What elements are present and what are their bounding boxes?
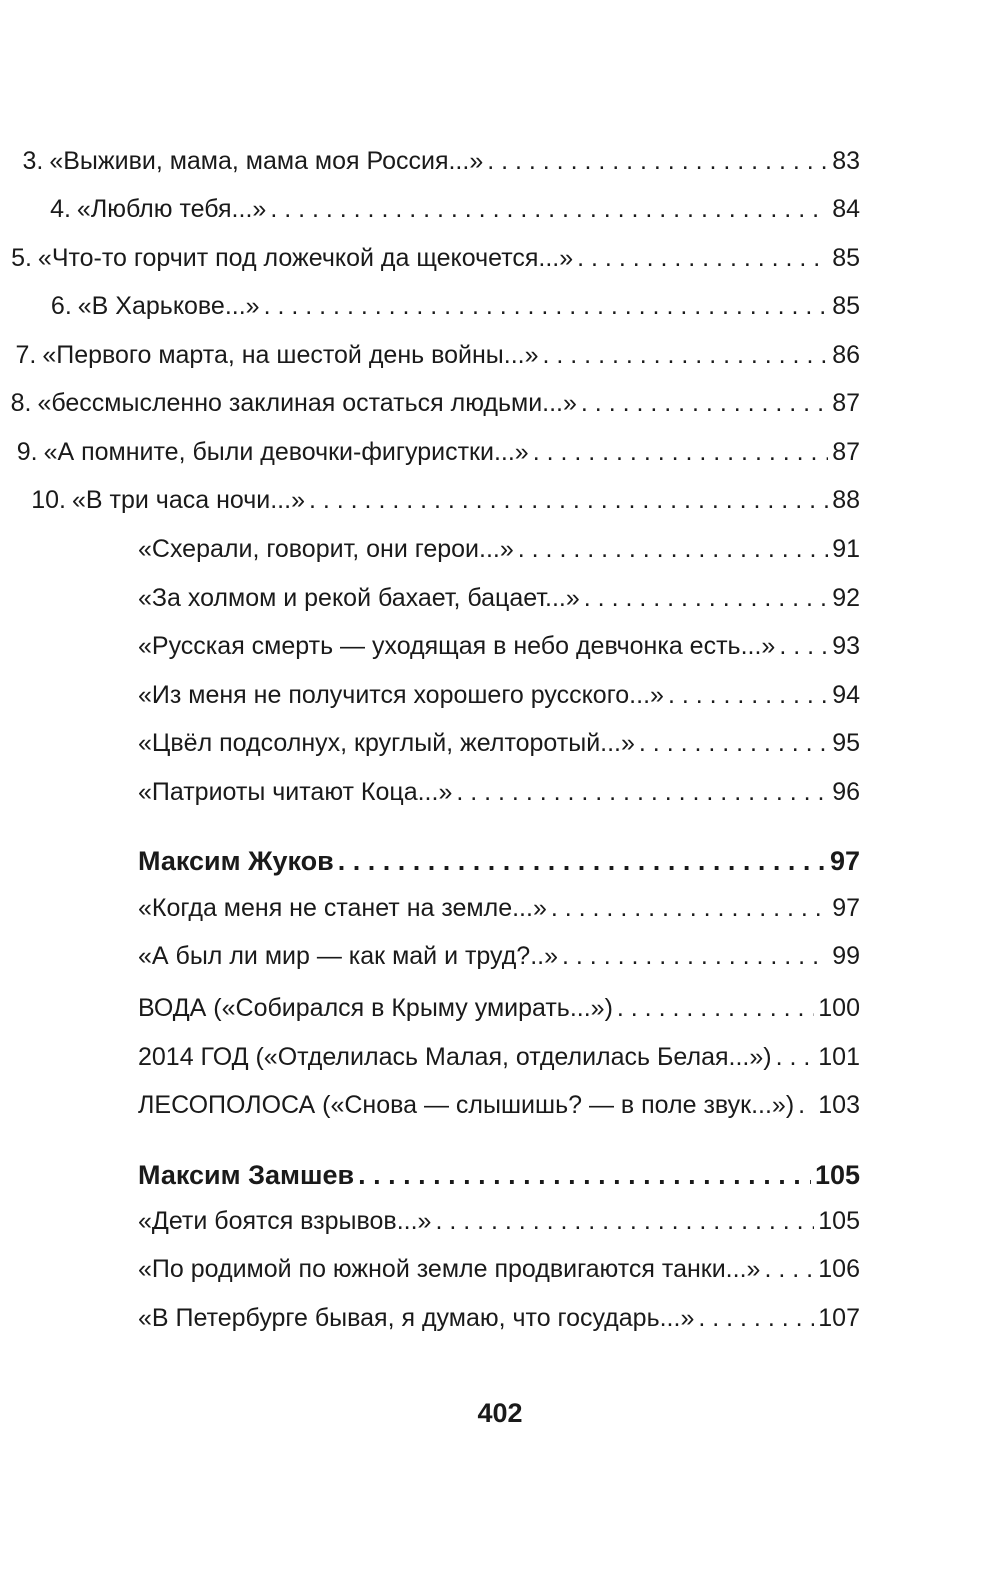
toc-dot-leader [639, 725, 828, 761]
toc-dot-leader [698, 1300, 814, 1336]
toc-author-heading [0, 843, 860, 879]
toc-entry-page: 83 [832, 147, 860, 175]
toc-entry-number: 5. [11, 244, 32, 272]
toc-entry [0, 628, 860, 664]
toc-entry [0, 143, 860, 179]
toc-dot-leader [358, 1157, 811, 1193]
toc-entry-title: «Выживи, мама, мама моя Россия...» [49, 147, 484, 175]
toc-entry-title: «В Петербурге бывая, я думаю, что государь...» [138, 1304, 695, 1332]
toc-entry [0, 774, 860, 810]
toc-entry-page: 100 [818, 994, 860, 1022]
toc-entry-title: ЛЕСОПОЛОСА («Снова — слышишь? — в поле звук...») [138, 1091, 795, 1119]
toc-dot-leader [779, 628, 828, 664]
toc-entry [0, 385, 860, 421]
toc-entry-page: 86 [832, 341, 860, 369]
toc-entry-page: 105 [818, 1207, 860, 1235]
toc-entry [0, 725, 860, 761]
toc-entry-page: 97 [832, 894, 860, 922]
toc-entry-page: 96 [832, 778, 860, 806]
page-number: 402 [477, 1398, 523, 1428]
toc-entry [0, 288, 860, 324]
toc-entry-title: ВОДА («Собирался в Крыму умирать...») [138, 994, 613, 1022]
toc-dot-leader [338, 843, 826, 879]
toc-entry-number: 3. [22, 147, 44, 175]
toc-entry [0, 337, 860, 373]
toc-entry-title: «В три часа ночи...» [72, 486, 305, 514]
toc-entry [0, 240, 860, 276]
toc-entry-page: 85 [832, 244, 860, 272]
toc-entry [0, 938, 860, 974]
toc-entry-title: «Из меня не получится хорошего русского...» [138, 681, 664, 709]
toc-dot-leader [764, 1251, 814, 1287]
toc-entry-title: «Первого марта, на шестой день войны...» [42, 341, 539, 369]
toc-entry-page: 106 [818, 1255, 860, 1283]
toc-entry [0, 434, 860, 470]
toc-entry [0, 1087, 860, 1123]
toc-entry [0, 1203, 860, 1239]
toc-dot-leader [551, 890, 828, 926]
toc-entry [0, 191, 860, 227]
toc-dot-leader [264, 288, 829, 324]
toc-entry-page: 97 [829, 846, 860, 876]
toc-entry-page: 87 [832, 438, 860, 466]
toc-entry-title: Максим Жуков [138, 846, 334, 876]
toc-entry [0, 990, 860, 1026]
toc-entry-page: 95 [832, 729, 860, 757]
toc-dot-leader [456, 774, 828, 810]
toc-entry-page: 105 [814, 1160, 860, 1190]
toc-entry-title: «Патриоты читают Коца...» [138, 778, 453, 806]
toc-entry-title: «По родимой по южной земле продвигаются танки...» [138, 1255, 761, 1283]
toc-entry [0, 1251, 860, 1287]
toc-dot-leader [270, 191, 828, 227]
toc-dot-leader [776, 1039, 815, 1075]
toc-entry-title: «Схерали, говорит, они герои...» [138, 535, 514, 563]
toc-entry-page: 87 [832, 389, 860, 417]
toc-entry-page: 103 [818, 1091, 860, 1119]
toc-entry-page: 93 [832, 632, 860, 660]
toc-entry-title: «А был ли мир — как май и труд?..» [138, 942, 559, 970]
toc-entry-title: «Когда меня не станет на земле...» [138, 894, 547, 922]
toc-dot-leader [798, 1087, 814, 1123]
toc-entry-title: «Люблю тебя...» [76, 195, 267, 223]
toc-entry-title: «Что-то горчит под ложечкой да щекочется...» [37, 244, 574, 272]
toc-entry-title: «бессмысленно заклиная остаться людьми...» [37, 389, 577, 417]
toc-dot-leader [309, 482, 828, 518]
toc-entry [0, 482, 860, 518]
toc-entry-page: 92 [832, 584, 860, 612]
toc-entry-number: 8. [10, 389, 32, 417]
toc-entry-number: 9. [16, 438, 38, 466]
toc-entry-title: Максим Замшев [138, 1160, 355, 1190]
toc-dot-leader [543, 337, 829, 373]
toc-dot-leader [435, 1203, 814, 1239]
toc-entry-page: 88 [832, 486, 860, 514]
toc-dot-leader [584, 580, 828, 616]
toc-entry-number: 4. [50, 195, 71, 223]
toc-author-heading [0, 1157, 860, 1193]
toc-entry-title: «За холмом и рекой бахает, бацает...» [138, 584, 580, 612]
toc-entry-page: 99 [832, 942, 860, 970]
toc-dot-leader [518, 531, 828, 567]
toc-entry [0, 1300, 860, 1336]
toc-dot-leader [581, 385, 828, 421]
toc-entry-title: «А помните, были девочки-фигуристки...» [43, 438, 529, 466]
toc-entry-page: 107 [818, 1304, 860, 1332]
toc-entry-page: 91 [832, 535, 860, 563]
toc-entry-title: «Цвёл подсолнух, круглый, желторотый...» [138, 729, 635, 757]
toc-entry [0, 580, 860, 616]
toc-entry-title: «Русская смерть — уходящая в небо девчонка есть...» [138, 632, 776, 660]
toc-entry [0, 1039, 860, 1075]
toc-entry-title: «В Харькове...» [77, 292, 260, 320]
toc-entry-title: 2014 ГОД («Отделилась Малая, отделилась Белая...») [138, 1043, 772, 1071]
toc-entry-page: 85 [832, 292, 860, 320]
toc-entry-title: «Дети боятся взрывов...» [138, 1207, 432, 1235]
toc-entry-number: 7. [15, 341, 37, 369]
toc-dot-leader [668, 677, 828, 713]
toc-dot-leader [562, 938, 828, 974]
toc-entry [0, 677, 860, 713]
toc-entry-page: 101 [818, 1043, 860, 1071]
toc-entry-number: 6. [50, 292, 72, 320]
toc-entry [0, 531, 860, 567]
toc-dot-leader [487, 143, 828, 179]
toc-entry-page: 84 [832, 195, 860, 223]
toc-dot-leader [617, 990, 814, 1026]
toc-dot-leader [577, 240, 828, 276]
toc-entry-number: 10. [31, 486, 67, 514]
toc-dot-leader [533, 434, 829, 470]
toc-entry-page: 94 [832, 681, 860, 709]
toc-entry [0, 890, 860, 926]
